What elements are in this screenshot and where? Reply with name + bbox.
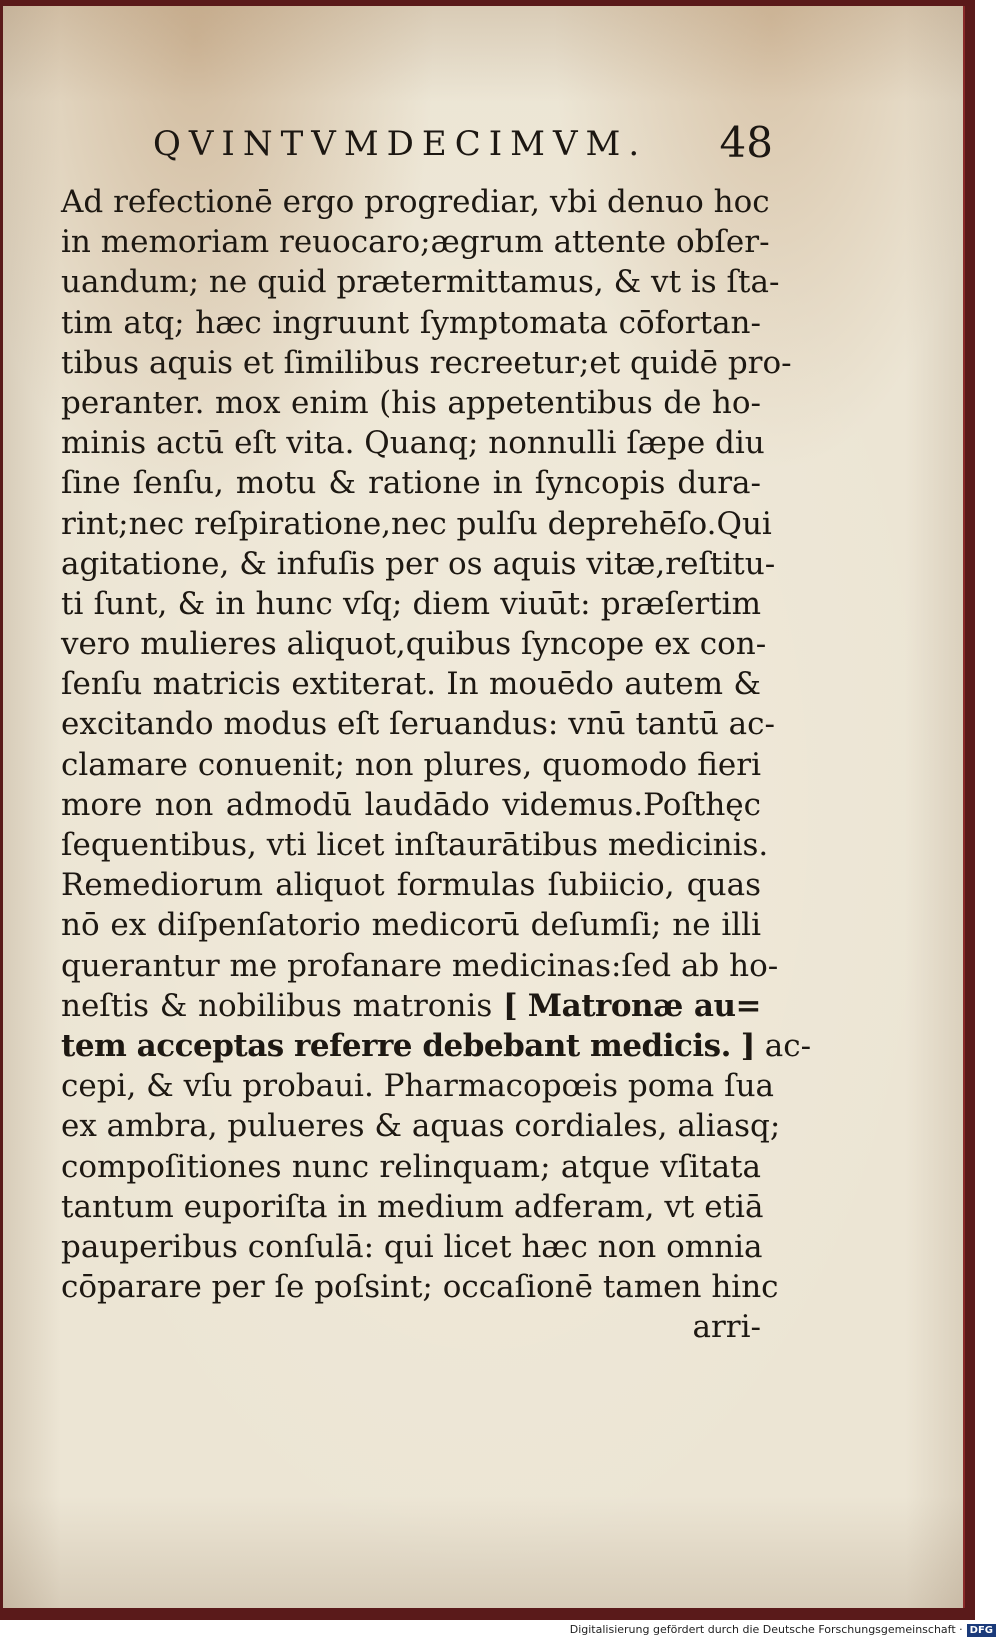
catchword: arri- (692, 1309, 761, 1346)
text-segment: ac- (764, 1027, 812, 1064)
digitization-credit (570, 1623, 996, 1637)
text-line: cōparare per ſe poſsint; occaſionē tamen hinc (61, 1269, 779, 1306)
running-title: QVINTVMDECIMVM. (153, 124, 648, 164)
annotated-line-a (61, 986, 761, 1026)
text-line: minis actū eſt vita. Quanq; nonnulli ſæpe diu (61, 425, 765, 462)
text-segment: neſtis & nobilibus matronis (61, 987, 493, 1024)
annotation-close-bracket: ] (740, 1027, 755, 1064)
text-line: ſequentibus, vti licet inſtaurātibus medicinis. (61, 827, 769, 863)
text-line: Ad refectionē ergo progrediar, vbi denuo hoc (61, 184, 770, 220)
text-line: querantur me profanare medicinas:ſed ab ho- (61, 947, 779, 984)
text-line: ti ſunt, & in hunc vſq; diem viuūt: præſertim (61, 585, 761, 622)
text-line: in memoriam reuocaro;ægrum attente obſer- (61, 224, 770, 261)
annotation-text: tem acceptas referre debebant medicis. (61, 1027, 731, 1064)
text-line: uandum; ne quid prætermittamus, & vt is ſta- (61, 264, 780, 301)
credit-text: Digitalisierung gefördert durch die Deutsche Forschungsgemeinschaft · (569, 1623, 963, 1636)
annotated-line-b (61, 1026, 812, 1066)
text-line: ſenſu matricis extiterat. In mouēdo autem & (61, 666, 761, 703)
text-line: tibus aquis et ſimilibus recreetur;et quidē pro- (61, 344, 792, 381)
dfg-logo: DFG (967, 1624, 996, 1637)
text-line: ex ambra, pulueres & aquas cordiales, aliasq; (61, 1108, 781, 1145)
text-line: pauperibus conſulā: qui licet hæc non omnia (61, 1228, 763, 1265)
text-line: compoſitiones nunc relinquam; atque vſitata (61, 1148, 761, 1185)
page-header (153, 116, 793, 176)
text-line: nō ex diſpenſatorio medicorū deſumſi; ne illi (61, 907, 761, 944)
text-line: rint;nec reſpiratione,nec pulſu deprehēſo.Qui (61, 505, 772, 542)
page-number: 48 (719, 118, 773, 167)
text-line: ſine ſenſu, motu & ratione in ſyncopis dura- (61, 465, 761, 502)
body-text (61, 182, 812, 1347)
text-line: tantum euporiſta in medium adferam, vt etiā (61, 1188, 764, 1225)
text-line: tim atq; hæc ingruunt ſymptomata cōfortan- (61, 304, 761, 341)
text-line: excitando modus eſt ſeruandus: vnū tantū ac- (61, 706, 775, 743)
text-line: peranter. mox enim (his appetentibus de ho- (61, 384, 761, 421)
text-line: clamare conuenit; non plures, quomodo fieri (61, 746, 761, 783)
text-line: cepi, & vſu probaui. Pharmacopœis poma ſua (61, 1068, 775, 1105)
text-line: Remediorum aliquot formulas ſubiicio, quas (61, 867, 761, 904)
text-line: vero mulieres aliquot,quibus ſyncope ex con- (61, 626, 767, 663)
text-line: more non admodū laudādo videmus.Poſthęc (61, 786, 761, 823)
text-line: agitatione, & infuſis per os aquis vitæ,reſtitu- (61, 545, 776, 582)
annotation-text: Matronæ au= (527, 987, 762, 1024)
annotation-open-bracket: [ (502, 987, 518, 1024)
book-page (3, 6, 965, 1608)
